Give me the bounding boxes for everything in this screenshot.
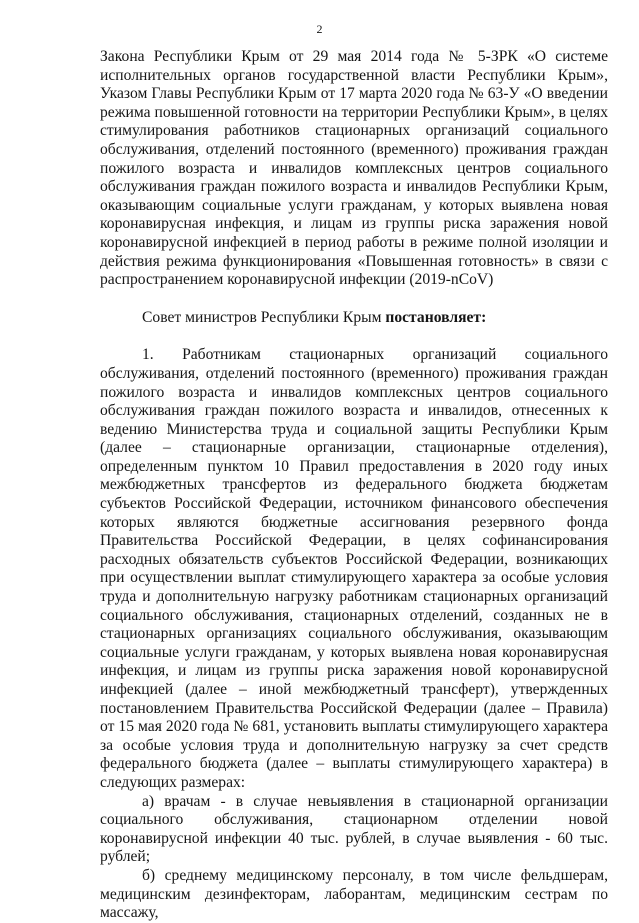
document-body: [100, 48, 608, 923]
decree-statement: [100, 309, 608, 328]
clause-1-paragraph: 1. Работникам стационарных организаций социального обслуживания, отделений постоянного (временного) проживания граждан пожилого возраста и инвалидов комплексных центров социального обслуживания граждан пожилого возраста и инвалидов, отнесенных к ведению Министерства труда и социальной защиты Республики Крым (далее – стационарные организации, стационарные отделения), определенным пунктом 10 Правил предоставления в 2020 году иных межбюджетных трансфертов из федерального бюджета бюджетам субъектов Российской Федерации, источником финансового обеспечения которых являются бюджетные ассигнования резервного фонда Правительства Российской Федерации, в целях софинансирования расходных обязательств субъектов Российской Федерации, возникающих при осуществлении выплат стимулирующего характера за особые условия труда и дополнительную нагрузку работникам стационарных организаций социального обслуживания, стационарных отделений, созданных не в стационарных организациях социального обслуживания, оказывающим социальные услуги гражданам, у которых выявлена новая коронавирусная инфекция, и лицам из группы риска заражения новой коронавирусной инфекцией (далее – иной межбюджетный трансферт), утвержденных постановлением Правительства Российской Федерации (далее – Правила) от 15 мая 2020 года № 681, установить выплаты стимулирующего характера за особые условия труда и дополнительную нагрузку за счет средств федерального бюджета (далее – выплаты стимулирующего характера) в следующих размерах:: [100, 346, 608, 791]
clause-a-paragraph: а) врачам - в случае невыявления в стационарной организации социального обслуживания, стационарном отделении новой коронавирусной инфекции 40 тыс. рублей, в случае выявления - 60 тыс. рублей;: [100, 792, 608, 866]
decree-verb: постановляет:: [385, 308, 487, 326]
decree-prefix: Совет министров Республики Крым: [142, 308, 386, 326]
page-number: 2: [316, 22, 323, 36]
intro-paragraph: Закона Республики Крым от 29 мая 2014 года № 5-ЗРК «О системе исполнительных органов государственной власти Республики Крым», Указом Главы Республики Крым от 17 марта 2020 года № 63-У «О введении режима повышенной готовности на территории Республики Крым», в целях стимулирования работников стационарных организаций социального обслуживания, отделений постоянного (временного) проживания граждан пожилого возраста и инвалидов комплексных центров социального обслуживания граждан пожилого возраста и инвалидов Республики Крым, оказывающим социальные услуги гражданам, у которых выявлена новая коронавирусная инфекция, и лицам из группы риска заражения новой коронавирусной инфекцией в период работы в режиме полной изоляции и действия режима функционирования «Повышенная готовность» в связи с распространением коронавирусной инфекции (2019-nCoV): [100, 48, 608, 289]
clause-b-paragraph: б) среднему медицинскому персоналу, в том числе фельдшерам, медицинским дезинфекторам, лаборантам, медицинским сестрам по массажу,: [100, 866, 608, 922]
